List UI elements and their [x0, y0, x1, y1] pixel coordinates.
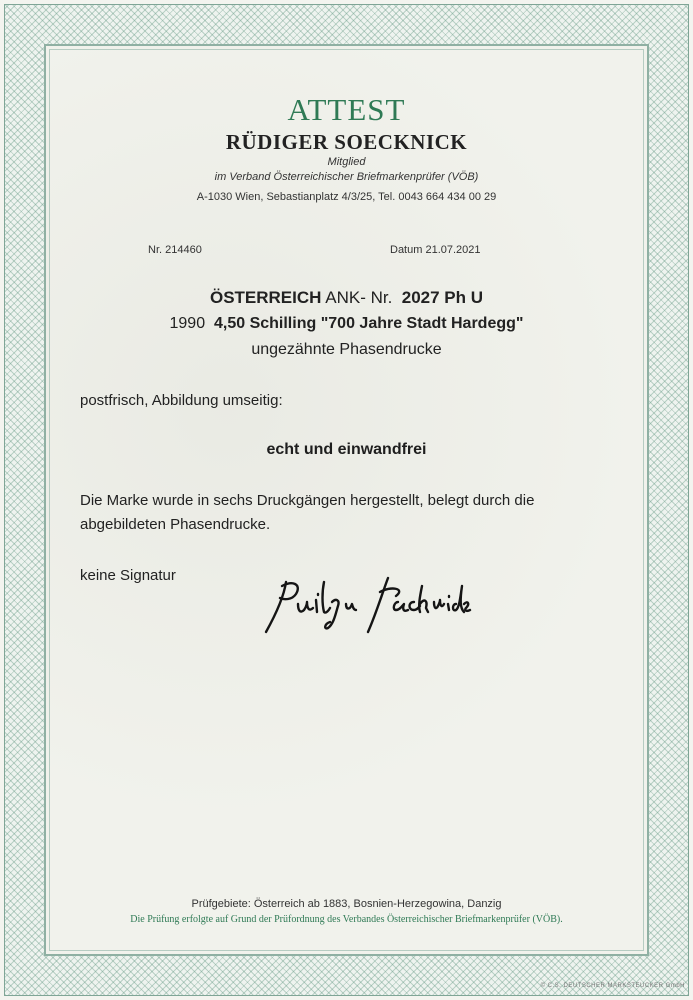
membership-line-2: im Verband Österreichischer Briefmarkenprüfer (VÖB) — [214, 171, 479, 183]
stamp-description: 4,50 Schilling "700 Jahre Stadt Hardegg" — [213, 315, 524, 332]
certificate-date: Datum 21.07.2021 — [390, 244, 481, 256]
printer-imprint: © C.S. DEUTSCHER MARKSTEUCKER GmbH — [540, 983, 685, 989]
stamp-year: 1990 — [169, 315, 206, 332]
examiner-address: A-1030 Wien, Sebastianplatz 4/3/25, Tel. 0043 664 434 00 29 — [196, 191, 497, 203]
stamp-variant: ungezähnte Phasendrucke — [251, 341, 442, 358]
note-line-2: abgebildeten Phasendrucke. — [80, 516, 271, 533]
ank-number: 2027 Ph U — [401, 288, 484, 307]
verdict-text: echt und einwandfrei — [266, 441, 427, 458]
certificate-number: Nr. 214460 — [148, 244, 202, 256]
membership-line-1: Mitglied — [327, 156, 366, 168]
examiner-name: RÜDIGER SOECKNICK — [225, 130, 468, 154]
stamp-catalog-line — [0, 288, 693, 308]
ank-label: ANK- Nr. — [325, 288, 393, 307]
exam-regulation: Die Prüfung erfolgte auf Grund der Prüfordnung des Verbandes Österreichischer Briefmarkenprüfer (VÖB). — [130, 914, 563, 925]
note-line-1: Die Marke wurde in sechs Druckgängen hergestellt, belegt durch die — [80, 492, 535, 509]
attest-title: ATTEST — [287, 92, 406, 127]
handwritten-signature — [258, 574, 478, 636]
stamp-description-line — [0, 315, 693, 333]
exam-areas: Prüfgebiete: Österreich ab 1883, Bosnien-Herzegowina, Danzig — [191, 898, 502, 910]
condition-text: postfrisch, Abbildung umseitig: — [80, 392, 283, 409]
stamp-country: ÖSTERREICH — [209, 288, 322, 307]
signature-note: keine Signatur — [80, 567, 176, 584]
